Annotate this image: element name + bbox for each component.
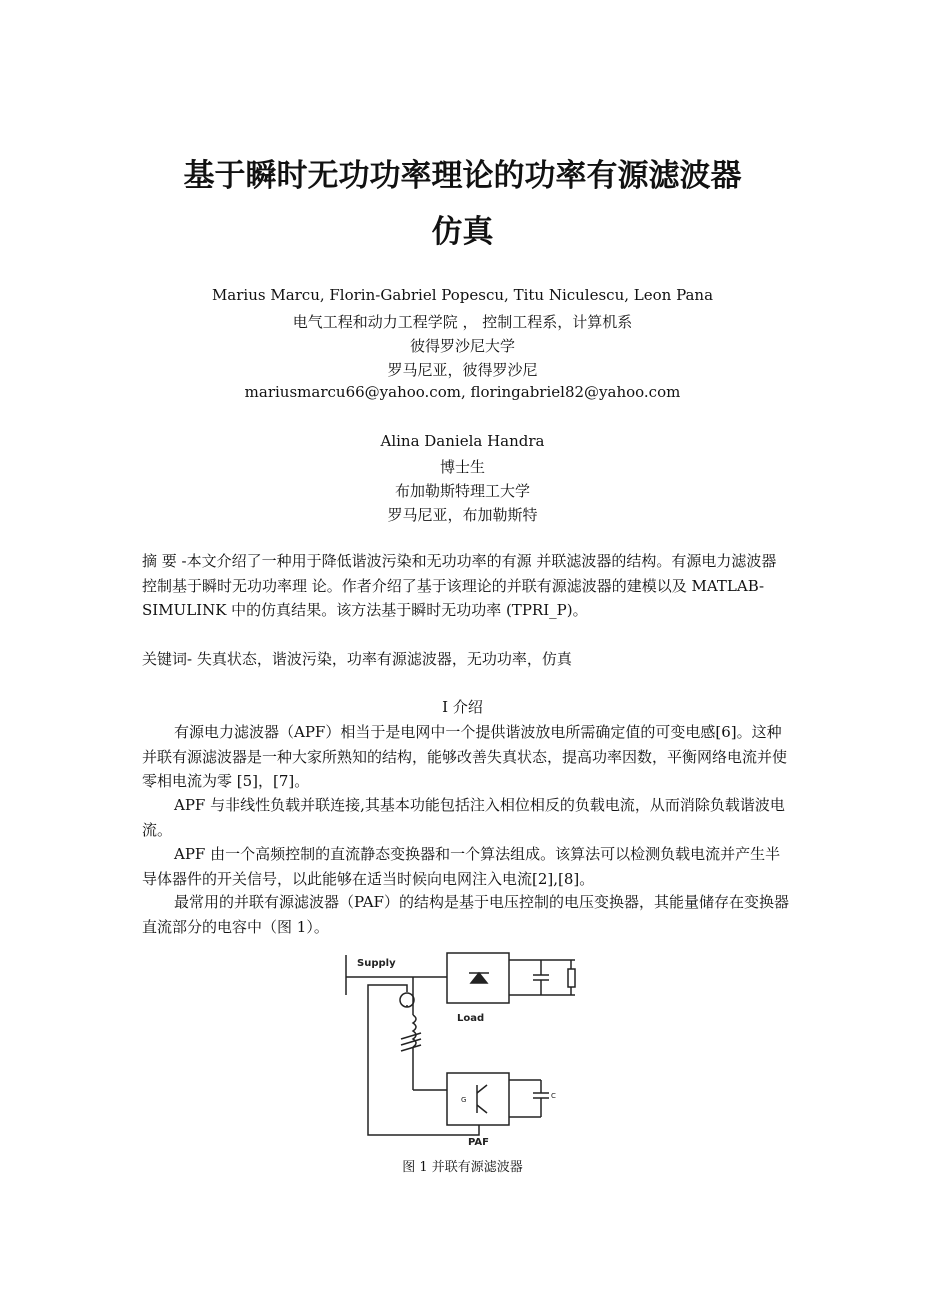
abstract: 摘 要 -本文介绍了一种用于降低谐波污染和无功功率的有源 并联滤波器的结构。有源电力滤波器控制基于瞬时无功功率理 论。作者介绍了基于该理论的并联有源滤波器的建模以及 MATLAB-SIMULINK 中的仿真结果。该方法基于瞬时无功功率 (TPRI_P)。 [142,552,777,619]
author2-name: Alina Daniela Handra [380,432,545,450]
paragraph-4: 最常用的并联有源滤波器（PAF）的结构是基于电压控制的电压变换器，其能量储存在变换器直流部分的电容中（图 1）。 [142,893,789,936]
author2-university: 布加勒斯特理工大学 [394,482,530,500]
g-label: G [461,1096,467,1104]
supply-label: Supply [357,958,396,969]
resistor [568,969,575,987]
author2-location: 罗马尼亚，布加勒斯特 [387,506,538,524]
author-names: Marius Marcu, Florin-Gabriel Popescu, Titu Niculescu, Leon Pana [211,286,714,304]
author-location: 罗马尼亚，彼得罗沙尼 [387,361,538,379]
current-sensor [400,993,414,1007]
paf-box [447,1073,509,1125]
inductor [413,1015,416,1047]
section-heading: I 介绍 [442,698,483,716]
author-university: 彼得罗沙尼大学 [409,337,515,355]
paragraph-1: 有源电力滤波器（APF）相当于是电网中一个提供谐波放电所需确定值的可变电感[6]。这种并联有源滤波器是一种大家所熟知的结构，能够改善失真状态，提高功率因数，平衡网络电流并使零相电流为零 [5]，[7]。 [142,723,788,790]
figure-caption: 图 1 并联有源滤波器 [402,1160,523,1175]
author-emails[interactable]: mariusmarcu66@yahoo.com, floringabriel82@yahoo.com [244,383,681,401]
figure-paf-diagram [335,945,595,1150]
author-department: 电气工程和动力工程学院 ， 控制工程系，计算机系 [292,313,633,331]
keywords: 关键词- 失真状态，谐波污染，功率有源滤波器，无功功率，仿真 [142,650,572,668]
c-label: C [551,1092,556,1100]
paragraph-3: APF 由一个高频控制的直流静态变换器和一个算法组成。该算法可以检测负载电流并产生半导体器件的开关信号，以此能够在适当时候向电网注入电流[2],[8]。 [142,845,781,888]
title-line-1: 基于瞬时无功功率理论的功率有源滤波器 [183,158,742,194]
paragraph-2: APF 与非线性负载并联连接,其基本功能包括注入相位相反的负载电流，从而消除负载谐波电流。 [142,796,785,839]
title-line-2: 仿真 [431,214,494,250]
author2-role: 博士生 [439,458,485,476]
load-label: Load [457,1013,485,1024]
paf-label: PAF [468,1137,489,1148]
